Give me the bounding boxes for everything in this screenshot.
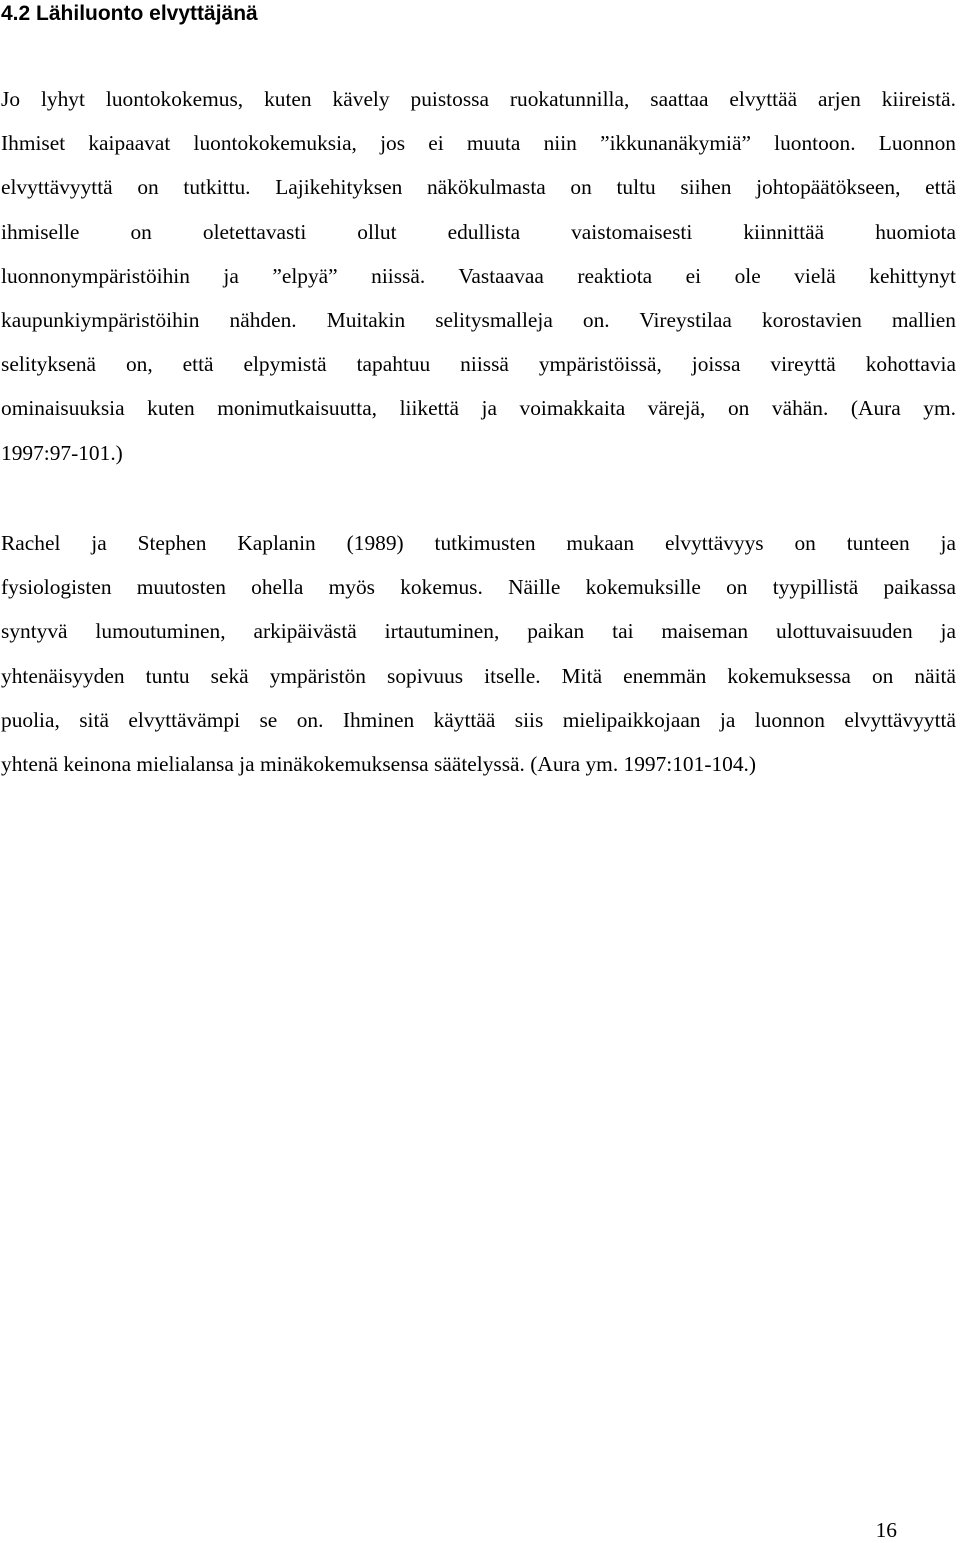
paragraph-line: Jo lyhyt luontokokemus, kuten kävely puistossa ruokatunnilla, saattaa elvyttää arjen kiireistä.: [1, 87, 956, 111]
paragraph-1: [1, 77, 956, 475]
paragraph-line: yhtenäisyyden tuntu sekä ympäristön sopivuus itselle. Mitä enemmän kokemuksessa on näitä: [1, 663, 956, 688]
paragraph-2: [1, 521, 956, 786]
paragraph-line: elvyttävyyttä on tutkittu. Lajikehityksen näkökulmasta on tultu siihen johtopäätökseen, että: [1, 175, 956, 200]
page-number: 16: [875, 1518, 897, 1542]
paragraph-line: Ihmiset kaipaavat luontokokemuksia, jos ei muuta niin ”ikkunanäkymiä” luontoon. Luonnon: [1, 131, 956, 156]
paragraph-line: puolia, sitä elvyttävämpi se on. Ihminen käyttää siis mielipaikkojaan ja luonnon elvyttävyyttä: [1, 707, 956, 732]
paragraph-line: 1997:97-101.): [1, 440, 123, 465]
paragraph-line: ominaisuuksia kuten monimutkaisuutta, liikettä ja voimakkaita värejä, on vähän. (Aura ym.: [1, 396, 956, 421]
paragraph-line: syntyvä lumoutuminen, arkipäivästä irtautuminen, paikan tai maiseman ulottuvaisuuden ja: [1, 619, 956, 644]
paragraph-line: Rachel ja Stephen Kaplanin (1989) tutkimusten mukaan elvyttävyys on tunteen ja: [1, 531, 956, 555]
paragraph-line: kaupunkiympäristöihin nähden. Muitakin selitysmalleja on. Vireystilaa korostavien mallien: [1, 308, 956, 333]
paragraph-line: fysiologisten muutosten ohella myös kokemus. Näille kokemuksille on tyypillistä paikassa: [1, 575, 956, 600]
paragraph-line: ihmiselle on oletettavasti ollut edullista vaistomaisesti kiinnittää huomiota: [1, 219, 956, 244]
paragraph-line: luonnonympäristöihin ja ”elpyä” niissä. Vastaavaa reaktiota ei ole vielä kehittynyt: [1, 263, 956, 288]
paragraph-line: yhtenä keinona mielialansa ja minäkokemuksensa säätelyssä. (Aura ym. 1997:101-104.): [1, 752, 757, 777]
section-heading: 4.2 Lähiluonto elvyttäjänä: [1, 2, 258, 25]
paragraph-line: selityksenä on, että elpymistä tapahtuu niissä ympäristöissä, joissa vireyttä kohottavia: [1, 352, 956, 377]
